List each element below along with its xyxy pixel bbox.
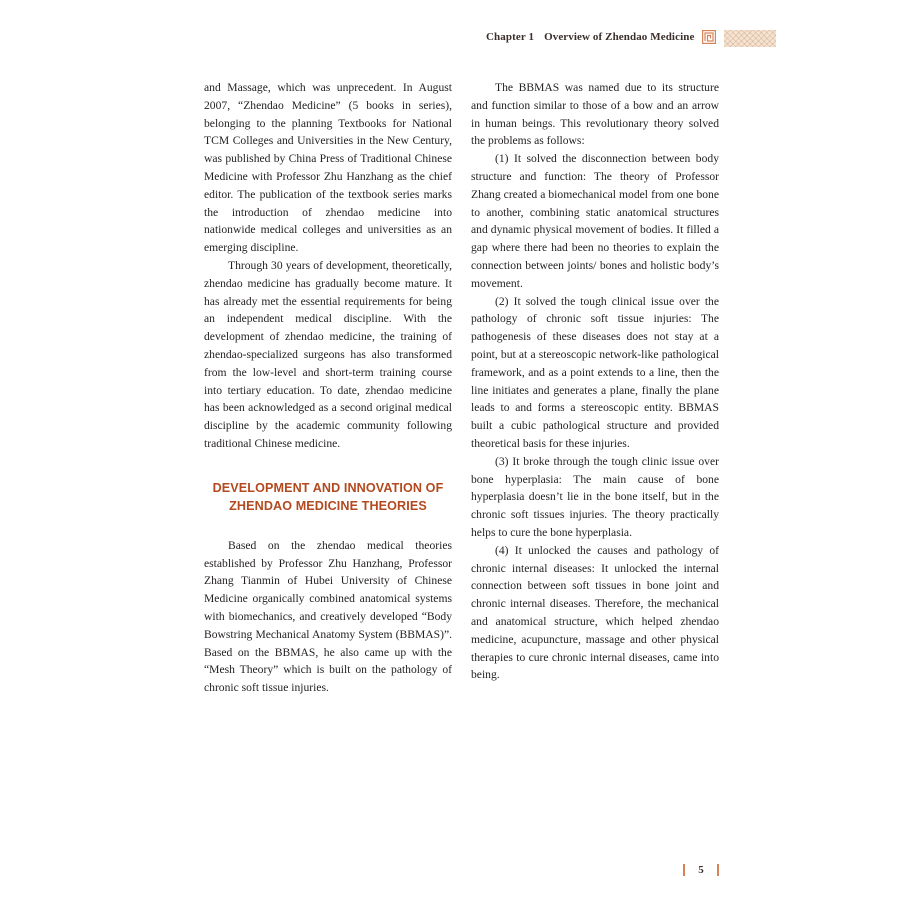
fret-pattern-icon	[702, 30, 716, 44]
right-column	[471, 79, 719, 684]
chapter-number: Chapter 1	[486, 31, 535, 43]
page-number-value: 5	[698, 864, 704, 876]
page-number-bar-left	[683, 864, 685, 876]
numbered-paragraph: (4) It unlocked the causes and pathology of chronic internal diseases: It unlocked the internal connection between soft tissues in bone joint and chronic internal diseases. Therefore, the mechanical and anatomical structure, which helped zhendao medicine, acupuncture, massage and other physical therapies to cure chronic internal diseases, came into being.	[471, 543, 719, 682]
section-heading	[204, 479, 452, 515]
chapter-title: Overview of Zhendao Medicine	[544, 31, 695, 43]
paragraph: and Massage, which was unprecedent. In August 2007, “Zhendao Medicine” (5 books in series), belonging to the planning Textbooks for National TCM Colleges and Universities in the New Century, was published by China Press of Traditional Chinese Medicine with Professor Zhu Hanzhang as the chief editor. The publication of the textbook series marks the introduction of zhendao medicine into nationwide medical colleges and universities as an emerging discipline.	[204, 81, 452, 255]
numbered-paragraph: (3) It broke through the tough clinic issue over bone hyperplasia: The main cause of bone hyperplasia doesn’t lie in the bone itself, but in the chronic soft tissues injuries. The theory practically helps to cure the bone hyperplasia.	[471, 454, 719, 539]
paragraph: Based on the zhendao medical theories established by Professor Zhu Hanzhang, Professor Zhang Tianmin of Hubei University of Chinese Medicine organically combined anatomical systems with biomechanics, and creatively developed “Body Bowstring Mechanical Anatomy System (BBMAS)”. Based on the BBMAS, he also came up with the “Mesh Theory” which is built on the pathology of chronic soft tissue injuries.	[204, 538, 452, 695]
page-number	[683, 863, 719, 877]
paragraph: The BBMAS was named due to its structure and function similar to those of a bow and an arrow in human beings. This revolutionary theory solved the problems as follows:	[471, 81, 719, 148]
page-number-bar-right	[717, 864, 719, 876]
paragraph: Through 30 years of development, theoretically, zhendao medicine has gradually become mature. It has already met the essential requirements for being an independent medical discipline. With the development of zhendao medicine, the training of zhendao-specialized surgeons has also transformed from the low-level and short-term training course into tertiary education. To date, zhendao medicine has been acknowledged as a second original medical discipline by the academic community following traditional Chinese medicine.	[204, 258, 452, 450]
numbered-paragraph: (1) It solved the disconnection between body structure and function: The theory of Professor Zhang created a biomechanical model from one bone to another, combining static anatomical structures and dynamic physical movement of bodies. It filled a gap where there had been no theories to explain the connection between joints/ bones and holistic body’s movement.	[471, 152, 719, 290]
section-heading-line: ZHENDAO MEDICINE THEORIES	[229, 498, 427, 513]
header-pattern-band	[724, 30, 776, 47]
section-heading-line: DEVELOPMENT AND INNOVATION OF	[212, 480, 444, 495]
left-column	[204, 79, 452, 697]
numbered-paragraph: (2) It solved the tough clinical issue over the pathology of chronic soft tissue injuries: The pathogenesis of these diseases does not stay at a point, but at a stereoscopic network-like pathological framework, and as a point extends to a line, then the line initiates and generates a plane, finally the plane leads to and forms a stereoscopic entity. BBMAS built a cubic pathological structure and provided theoretical basis for these injuries.	[471, 294, 719, 450]
running-header	[486, 31, 694, 43]
